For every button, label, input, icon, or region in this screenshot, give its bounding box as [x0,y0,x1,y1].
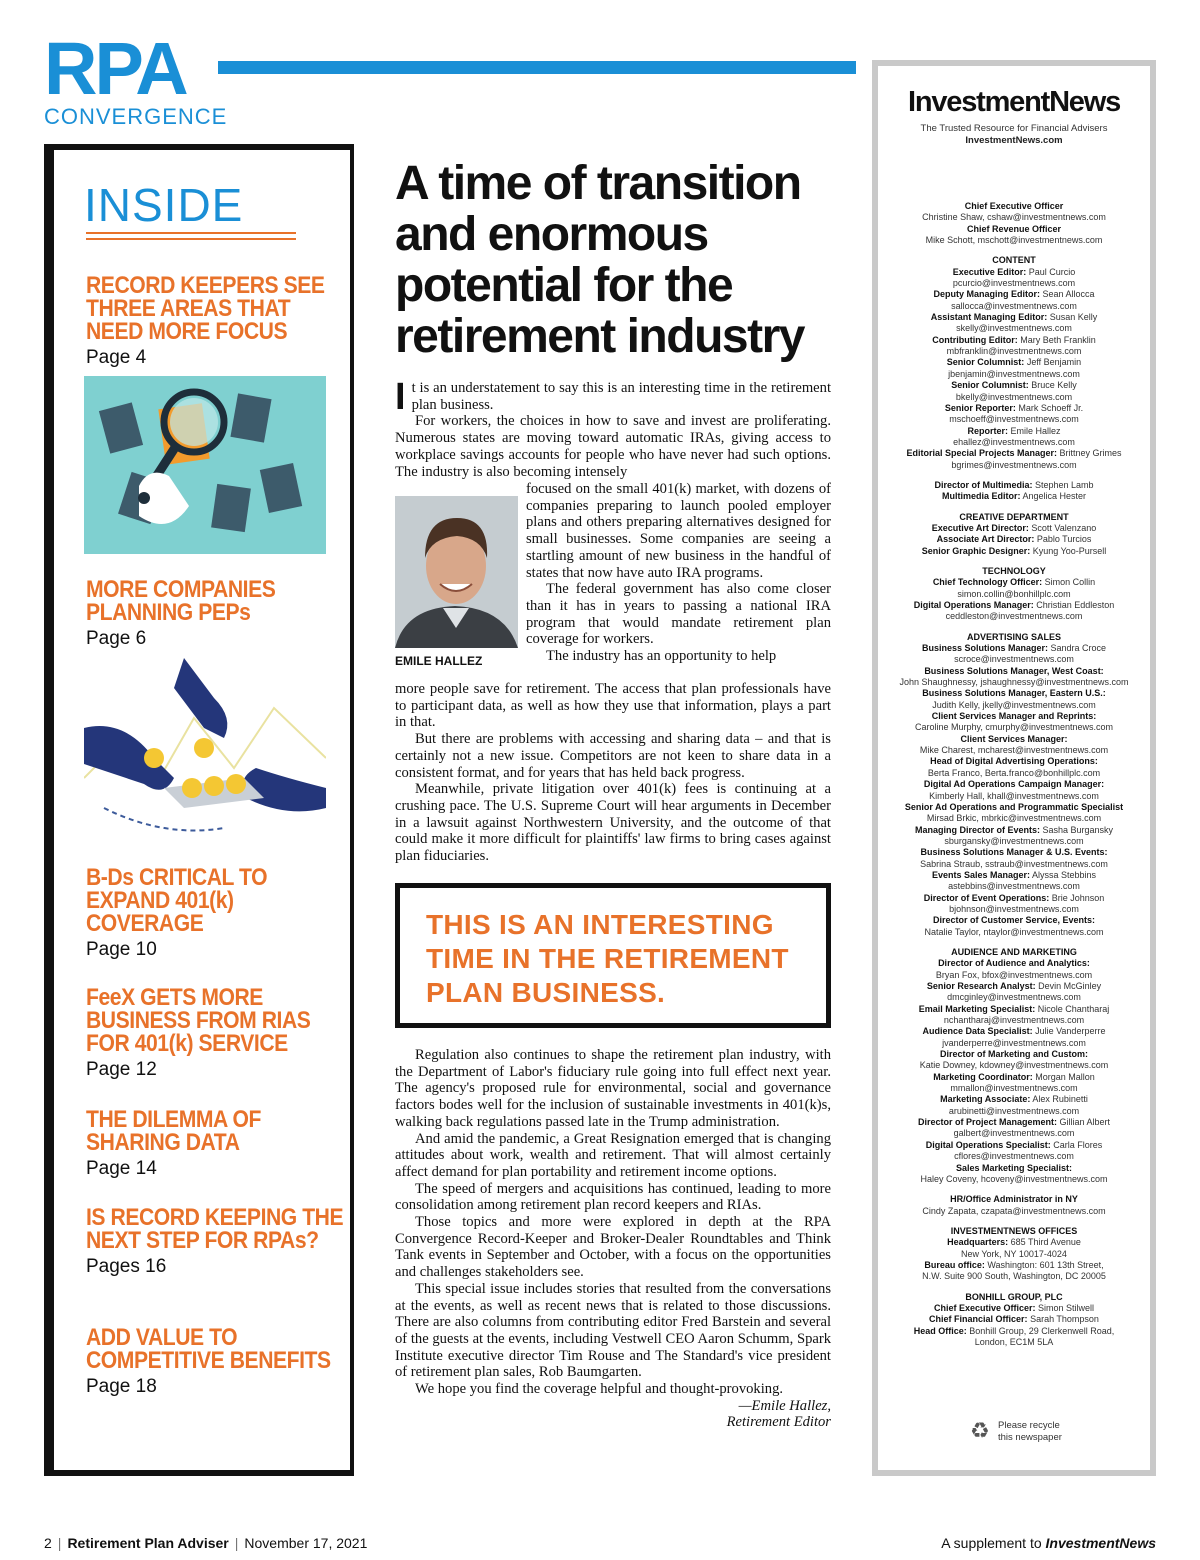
staff-line: Digital Operations Manager: Christian Eddleston [913,600,1115,610]
staff-line: ADVERTISING SALES [966,631,1061,642]
staff-line: John Shaughnessy, jshaughnessy@investmentnews.com [899,677,1129,688]
staff-line: Katie Downey, kdowney@investmentnews.com [919,1060,1109,1071]
staff-line: Executive Editor: Paul Curcio [952,266,1076,277]
article-body-top [395,376,831,480]
toc-page: Page 10 [86,939,157,960]
recycle-line: this newspaper [998,1432,1062,1443]
rpa-convergence-logo [44,27,234,130]
staff-line: bgrimes@investmentnews.com [951,459,1077,470]
inside-rule [86,238,296,240]
article-paragraph: For workers, the choices in how to save and invest are proliferating. Numerous states are moving toward automatic IRAs, giving access to workplace savings accounts for people who have never had such options. The industry is also becoming intensely [395,413,831,480]
toc-headline[interactable]: MORE COMPANIES PLANNING PEPs [86,576,276,626]
staff-line: sallocca@investmentnews.com [951,300,1077,311]
staff-line: Chief Revenue Officer [966,223,1062,234]
staff-line: Deputy Managing Editor: Sean Allocca [933,289,1095,300]
staff-line: Senior Ad Operations and Programmatic Specialist [904,801,1124,812]
staff-line: New York, NY 10017-4024 [961,1248,1067,1259]
staff-line: Executive Art Director: Scott Valenzano [931,522,1097,533]
toc-page: Page 4 [86,347,147,368]
issue-date: November 17, 2021 [244,1535,368,1551]
staff-line: Director of Customer Service, Events: [932,915,1096,926]
staff-line: jvanderperre@investmentnews.com [942,1037,1086,1048]
staff-line: astebbins@investmentnews.com [948,881,1080,892]
staff-line: Mike Schott, mschott@investmentnews.com [925,235,1103,246]
staff-line: Director of Event Operations: Brie Johnson [923,892,1105,903]
staff-line: bkelly@investmentnews.com [955,391,1073,402]
staff-line: London, EC1M 5LA [974,1336,1054,1347]
staff-line: Senior Research Analyst: Devin McGinley [926,981,1102,991]
inside-rule [86,232,296,234]
staff-line: Editorial Special Projects Manager: Brittney Grimes [906,448,1122,459]
article-body-bottom [395,1047,831,1431]
toc-item[interactable] [86,274,346,369]
staff-line: Berta Franco, Berta.franco@bonhillplc.com [927,767,1101,778]
article-paragraph: The speed of mergers and acquisitions has continued, leading to more consolidation among retirement plan record keepers and RIAs. [395,1180,831,1214]
staff-line: Mike Charest, mcharest@investmentnews.com [919,745,1109,756]
staff-box [872,60,1156,1476]
coins-exchange-illustration [84,658,326,843]
toc-page: Page 12 [86,1059,157,1080]
toc-page: Pages 16 [86,1256,167,1277]
footer-right [941,1535,1156,1551]
staff-line: Director of Multimedia: Stephen Lamb [934,479,1094,490]
recycle-line: Please recycle [998,1420,1060,1431]
toc-headline[interactable]: RECORD KEEPERS SEE THREE AREAS THAT NEED MORE FOCUS [86,272,325,345]
toc-item[interactable] [86,866,346,961]
toc-headline[interactable]: B-Ds CRITICAL TO EXPAND 401(k) COVERAGE [86,864,268,937]
staff-line: Bryan Fox, bfox@investmentnews.com [935,969,1093,980]
staff-line: Caroline Murphy, cmurphy@investmentnews.com [914,722,1114,733]
article-paragraph: focused on the small 401(k) market, with dozens of companies preparing to launch pooled employer plans and others preparing alternatives designed for small businesses. Some companies are seeing a startling amount of new business in the handful of states that now have auto IRA programs. [526,481,831,581]
page-number: 2 [44,1535,52,1551]
staff-line: Senior Graphic Designer: Kyung Yoo-Pursell [921,545,1107,556]
dropcap: I [395,376,406,418]
staff-line: skelly@investmentnews.com [956,323,1072,334]
article-paragraph: more people save for retirement. The access that plan professionals have to participant data, as well as how they use that information, plays a part in that. [395,681,831,731]
staff-line: BONHILL GROUP, PLC [965,1291,1063,1302]
article-body-narrow [526,481,831,665]
staff-line: TECHNOLOGY [982,565,1046,576]
staff-line: Contributing Editor: Mary Beth Franklin [932,334,1096,345]
staff-line: CREATIVE DEPARTMENT [959,511,1069,522]
staff-line: simon.collin@bonhillplc.com [957,588,1071,599]
staff-line: Sales Marketing Specialist: [955,1162,1073,1173]
staff-line: Marketing Coordinator: Morgan Mallon [933,1071,1095,1082]
staff-line: Judith Kelly, jkelly@investmentnews.com [932,699,1096,710]
staff-line: Client Services Manager: [960,733,1068,744]
staff-line: Sabrina Straub, sstraub@investmentnews.com [920,858,1108,869]
article-paragraph: This special issue includes stories that resulted from the conversations at the events, as well as recent news that is related to those discussions. There are also columns from contributing editor Fred Barstein and several of the guests at the events, including Vestwell CEO Aaron Schumm, Spark Institute executive director Tim Rouse and The Standard's vice president of retirement plan sales, Rob Baumgarten. [395,1280,831,1381]
pull-quote [395,883,831,1028]
staff-line: Senior Columnist: Jeff Benjamin [946,357,1082,368]
toc-item[interactable] [86,1108,346,1180]
staff-line: dmcginley@investmentnews.com [947,992,1081,1003]
staff-line: Chief Technology Officer: Simon Collin [932,577,1096,588]
article-paragraph: The industry has an opportunity to help [546,648,777,665]
records-illustration [84,376,326,554]
staff-line: mmallon@investmentnews.com [950,1083,1078,1094]
staff-line: Marketing Associate: Alex Rubinetti [940,1094,1088,1105]
toc-headline[interactable]: IS RECORD KEEPING THE NEXT STEP FOR RPAs? [86,1204,344,1254]
staff-line: galbert@investmentnews.com [953,1128,1075,1139]
toc-item[interactable] [86,986,346,1081]
staff-line: Chief Executive Officer [964,201,1064,211]
inside-box [44,144,354,1476]
logo-sub: CONVERGENCE [44,104,228,129]
toc-page: Page 18 [86,1376,157,1397]
toc-item[interactable] [86,578,346,650]
footer-left: 2 | Retirement Plan Adviser | November 17, 2021 [44,1535,368,1551]
staff-line: Mirsad Brkic, mbrkic@investmentnews.com [926,813,1102,824]
staff-line: Business Solutions Manager & U.S. Events: [920,847,1108,858]
staff-line: Managing Director of Events: Sasha Burgansky [914,824,1114,835]
signoff-title: Retirement Editor [726,1414,831,1431]
staff-line: arubinetti@investmentnews.com [948,1105,1080,1116]
staff-line: nchantharaj@investmentnews.com [943,1015,1085,1026]
article-paragraph: Regulation also continues to shape the retirement plan industry, with the Department of Labor's fiduciary rule going into full effect next year. The agency's proposed rule for environmental, social and governance factors bodes well for the inclusion of sustainable investments in 401(k)s, walking back regulations passed late in the Trump administration. [395,1047,831,1130]
staff-line: Head of Digital Advertising Operations: [930,756,1098,767]
staff-line: HR/Office Administrator in NY [950,1194,1078,1205]
staff-line: cflores@investmentnews.com [954,1151,1074,1162]
staff-line: ceddleston@investmentnews.com [945,611,1083,622]
staff-line: Business Solutions Manager, Eastern U.S.: [922,688,1106,699]
staff-line: pcurcio@investmentnews.com [952,278,1076,289]
staff-line: AUDIENCE AND MARKETING [951,946,1077,957]
staff-line: jbenjamin@investmentnews.com [948,368,1080,379]
article-paragraph: We hope you find the coverage helpful and thought-provoking. [415,1381,784,1398]
signoff-name: —Emile Hallez, [738,1397,831,1414]
logo-main: RPA [44,27,186,110]
author-photo [395,496,518,648]
article-paragraph: But there are problems with accessing and sharing data – and that is certainly not a new issue. Competitors are not keen to share data in a consistent format, and for years that has held back progress. [395,731,831,781]
staff-line: Christine Shaw, cshaw@investmentnews.com [922,212,1106,223]
photo-caption: EMILE HALLEZ [395,654,483,668]
staff-line: Haley Coveny, hcoveny@investmentnews.com [920,1173,1108,1184]
staff-line: Multimedia Editor: Angelica Hester [941,491,1087,502]
recycle-icon: ♻ [970,1418,990,1443]
toc-item[interactable] [86,1206,346,1278]
staff-line: Head Office: Bonhill Group, 29 Clerkenwell Road, [913,1325,1115,1336]
article-paragraph: Those topics and more were explored in depth at the RPA Convergence Record-Keeper and Broker-Dealer Roundtables and Think Tank events in September and October, with a focus on the opportunities and challenges stakeholders see. [395,1214,831,1281]
article-paragraph: Meanwhile, private litigation over 401(k) fees is continuing at a crushing pace. The U.S. Supreme Court will hear arguments in December in a lawsuit against Northwestern University, and the outcome of that could make it more difficult for plaintiffs' law firms to bring cases against plan fiduciaries. [395,781,831,865]
staff-url[interactable]: InvestmentNews.com [965,135,1063,146]
staff-line: ehallez@investmentnews.com [953,436,1075,447]
staff-line: Chief Financial Officer: Sarah Thompson [929,1314,1099,1325]
pull-quote-text: THIS IS AN INTERESTING TIME IN THE RETIREMENT PLAN BUSINESS. [426,909,789,1008]
staff-line: Client Services Manager and Reprints: [931,711,1097,722]
toc-page: Page 6 [86,628,147,649]
staff-line: mschoeff@investmentnews.com [949,414,1079,425]
staff-line: N.W. Suite 900 South, Washington, DC 20005 [922,1271,1106,1282]
supplement-brand: InvestmentNews [1045,1535,1156,1551]
staff-line: Senior Columnist: Bruce Kelly [951,380,1077,391]
staff-line: scroce@investmentnews.com [954,654,1074,665]
staff-line: Events Sales Manager: Alyssa Stebbins [931,869,1097,880]
article-paragraph: It is an understatement to say this is an interesting time in the retirement plan business. [395,376,831,418]
toc-page: Page 14 [86,1158,157,1179]
staff-line: CONTENT [992,255,1036,266]
article-paragraph: And amid the pandemic, a Great Resignation emerged that is changing attitudes about work, wealth and retirement. That will almost certainly affect demand for plan portability and retirement income options. [395,1130,831,1180]
page-title: A time of transition and enormous potential for the retirement industry [395,157,804,363]
staff-line: Director of Audience and Analytics: [938,958,1090,969]
staff-line: Reporter: Emile Hallez [967,425,1061,436]
staff-line: Digital Operations Specialist: Carla Flores [925,1139,1103,1150]
article-body-mid [395,681,831,865]
staff-line: sburgansky@investmentnews.com [944,835,1084,846]
staff-line: Digital Ad Operations Campaign Manager: [923,779,1105,790]
toc-headline[interactable]: THE DILEMMA OF SHARING DATA [86,1106,261,1156]
staff-line: Kimberly Hall, khall@investmentnews.com [929,790,1099,801]
toc-item[interactable] [86,1326,346,1398]
staff-line: Business Solutions Manager, West Coast: [924,665,1104,676]
staff-line: Senior Reporter: Mark Schoeff Jr. [944,402,1084,413]
staff-line: Assistant Managing Editor: Susan Kelly [930,312,1098,323]
staff-directory [878,192,1150,1348]
publication-name: Retirement Plan Adviser [67,1535,229,1551]
header-rule [218,61,856,74]
staff-line: mbfranklin@investmentnews.com [946,346,1082,357]
staff-line: Audience Data Specialist: Julie Vanderperre [922,1026,1106,1037]
supplement-prefix: A supplement to [941,1535,1042,1551]
staff-line: Cindy Zapata, czapata@investmentnews.com [922,1205,1106,1216]
staff-line: Director of Project Management: Gillian Albert [917,1117,1111,1128]
staff-line: Natalie Taylor, ntaylor@investmentnews.com [924,926,1104,937]
staff-line: Associate Art Director: Pablo Turcios [936,534,1092,545]
inside-title: INSIDE [84,179,244,231]
staff-line: Chief Executive Officer: Simon Stilwell [933,1302,1095,1313]
staff-line: Email Marketing Specialist: Nicole Chantharaj [918,1003,1110,1014]
staff-tagline: The Trusted Resource for Financial Advisers [920,123,1108,134]
staff-line: Bureau office: Washington: 601 13th Street, [924,1259,1104,1270]
article-paragraph: The federal government has also come closer than it has in years to passing a national IRA program that would mandate retirement plan coverage for workers. [526,581,831,648]
staff-line: Director of Marketing and Custom: [939,1049,1088,1060]
staff-line: INVESTMENTNEWS OFFICES [950,1225,1078,1236]
investmentnews-logo: InvestmentNews [907,86,1121,118]
toc-headline[interactable]: FeeX GETS MORE BUSINESS FROM RIAS FOR 401(k) SERVICE [86,984,311,1057]
staff-line: bjohnson@investmentnews.com [949,903,1079,914]
staff-line: Business Solutions Manager: Sandra Croce [921,643,1107,654]
staff-line: Headquarters: 685 Third Avenue [947,1237,1081,1248]
toc-headline[interactable]: ADD VALUE TO COMPETITIVE BENEFITS [86,1324,331,1374]
author-portrait [395,496,518,648]
